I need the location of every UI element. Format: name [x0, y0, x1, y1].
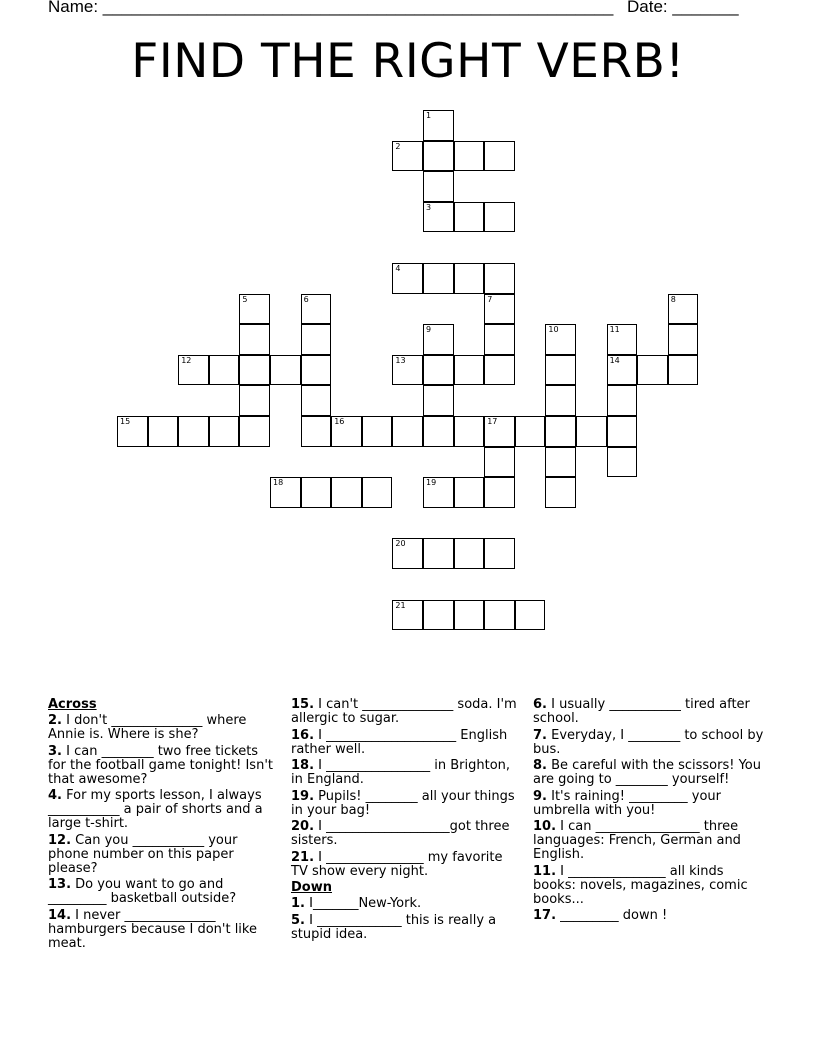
clue-number: 19. — [291, 788, 315, 804]
clue-text: _________ down ! — [556, 908, 668, 923]
grid-cell[interactable] — [668, 355, 699, 386]
cell-number: 8 — [670, 294, 676, 304]
clue-text: I ____________________ English rather well. — [291, 727, 508, 757]
across-clue-list-cont — [291, 698, 521, 879]
grid-cell[interactable] — [545, 355, 576, 386]
clue-number: 8. — [533, 758, 547, 773]
cell-number: 20 — [395, 539, 406, 549]
grid-cell[interactable] — [239, 324, 270, 355]
grid-cell[interactable] — [454, 416, 485, 447]
clue-item — [291, 698, 521, 726]
grid-cell[interactable] — [392, 141, 423, 172]
date-field: Date: _______ — [627, 0, 739, 16]
grid-cell[interactable] — [423, 171, 454, 202]
clue-item — [48, 789, 280, 831]
grid-cell[interactable] — [270, 477, 301, 508]
grid-cell[interactable] — [423, 538, 454, 569]
grid-cell[interactable] — [484, 538, 515, 569]
grid-cell[interactable] — [331, 477, 362, 508]
grid-cell[interactable] — [392, 416, 423, 447]
cell-number: 16 — [334, 417, 345, 426]
clue-number: 21. — [291, 849, 315, 865]
clue-text: I can ________ two free tickets for the football game tonight! Isn't that awesome? — [48, 743, 273, 787]
clue-number: 14. — [48, 907, 72, 923]
clue-text: I _______________ my favorite TV show every night. — [291, 849, 503, 879]
grid-cell[interactable] — [423, 202, 454, 233]
clue-item — [48, 714, 280, 742]
clue-item — [533, 790, 768, 818]
grid-cell[interactable] — [454, 263, 485, 294]
grid-cell[interactable] — [392, 600, 423, 631]
cell-number: 2 — [395, 141, 401, 151]
clue-item — [533, 909, 768, 923]
grid-cell[interactable] — [484, 447, 515, 478]
grid-cell[interactable] — [178, 416, 209, 447]
cell-number: 13 — [395, 355, 406, 365]
cell-number: 1 — [426, 111, 432, 120]
across-heading: Across — [48, 697, 97, 712]
clue-number: 6. — [533, 697, 547, 712]
clue-item — [291, 897, 521, 911]
cell-number: 3 — [426, 202, 432, 212]
grid-cell[interactable] — [454, 600, 485, 631]
cell-number: 21 — [395, 600, 406, 610]
grid-cell[interactable] — [484, 355, 515, 386]
grid-cell[interactable] — [607, 324, 638, 355]
cell-number: 15 — [120, 417, 131, 426]
clue-number: 13. — [48, 877, 72, 892]
clue-text: I can ________________ three languages: French, German and English. — [533, 819, 741, 862]
clues-column-2 — [291, 698, 521, 944]
clue-item — [291, 914, 521, 942]
grid-cell[interactable] — [637, 355, 668, 386]
cell-number: 12 — [181, 355, 192, 365]
clue-item — [291, 759, 521, 787]
clue-number: 9. — [533, 788, 547, 804]
clue-text: Pupils! ________ all your things in your bag! — [291, 788, 515, 818]
grid-cell[interactable] — [362, 416, 393, 447]
cell-number: 14 — [609, 355, 620, 365]
clue-item — [291, 729, 521, 757]
grid-cell[interactable] — [239, 294, 270, 325]
grid-cell[interactable] — [576, 416, 607, 447]
clue-number: 12. — [48, 832, 72, 848]
clue-item — [291, 820, 521, 848]
grid-cell[interactable] — [209, 416, 240, 447]
grid-cell[interactable] — [545, 385, 576, 416]
grid-cell[interactable] — [392, 263, 423, 294]
grid-cell[interactable] — [545, 477, 576, 508]
grid-cell[interactable] — [423, 355, 454, 386]
grid-cell[interactable] — [668, 324, 699, 355]
grid-cell[interactable] — [148, 416, 179, 447]
grid-cell[interactable] — [454, 202, 485, 233]
clue-text: For my sports lesson, I always ___________ a pair of shorts and a large t-shirt. — [48, 788, 263, 831]
grid-cell[interactable] — [484, 294, 515, 325]
grid-cell[interactable] — [117, 416, 148, 447]
name-field: Name: ______________________________________________________ — [48, 0, 614, 16]
grid-cell[interactable] — [423, 600, 454, 631]
grid-cell[interactable] — [392, 538, 423, 569]
grid-cell[interactable] — [270, 355, 301, 386]
clue-text: I don't ______________ where Annie is. Where is she? — [48, 713, 247, 742]
grid-cell[interactable] — [454, 141, 485, 172]
clue-text: It's raining! _________ your umbrella with you! — [533, 788, 721, 818]
clue-item — [291, 790, 521, 818]
cell-number: 7 — [487, 294, 493, 304]
grid-cell[interactable] — [515, 416, 546, 447]
grid-cell[interactable] — [484, 416, 515, 447]
clue-text: I can't ______________ soda. I'm allergic to sugar. — [291, 697, 517, 726]
clue-number: 2. — [48, 713, 62, 728]
clue-number: 10. — [533, 819, 557, 834]
clue-text: I usually ___________ tired after school. — [533, 697, 750, 726]
clue-number: 5. — [291, 912, 305, 928]
clue-item — [533, 865, 768, 907]
cell-number: 17 — [487, 417, 498, 426]
grid-cell[interactable] — [423, 263, 454, 294]
cell-number: 11 — [609, 325, 620, 335]
grid-cell[interactable] — [515, 600, 546, 631]
grid-cell[interactable] — [545, 416, 576, 447]
grid-cell[interactable] — [301, 477, 332, 508]
clue-number: 7. — [533, 727, 547, 743]
grid-cell[interactable] — [209, 355, 240, 386]
grid-cell[interactable] — [454, 538, 485, 569]
grid-cell[interactable] — [239, 355, 270, 386]
across-clue-list — [48, 714, 280, 951]
clue-text: I never ______________ hamburgers because I don't like meat. — [48, 907, 257, 951]
clue-item — [48, 878, 280, 906]
clue-text: Everyday, I ________ to school by bus. — [533, 727, 764, 757]
grid-cell[interactable] — [454, 355, 485, 386]
grid-cell[interactable] — [331, 416, 362, 447]
clue-number: 16. — [291, 727, 315, 743]
grid-cell[interactable] — [484, 263, 515, 294]
cell-number: 5 — [242, 294, 248, 304]
grid-cell[interactable] — [301, 355, 332, 386]
clue-item — [48, 909, 280, 951]
grid-cell[interactable] — [545, 324, 576, 355]
grid-cell[interactable] — [423, 141, 454, 172]
clue-number: 17. — [533, 908, 557, 923]
down-clue-list-cont — [533, 698, 768, 923]
clue-number: 18. — [291, 758, 315, 773]
clue-item — [48, 745, 280, 787]
clue-number: 20. — [291, 819, 315, 834]
clue-text: Can you ___________ your phone number on this paper please? — [48, 832, 238, 876]
grid-cell[interactable] — [301, 324, 332, 355]
clue-text: I ___________________got three sisters. — [291, 819, 510, 848]
clue-number: 1. — [291, 896, 305, 911]
clue-item — [533, 729, 768, 757]
clue-number: 3. — [48, 743, 62, 759]
clue-number: 11. — [533, 863, 557, 879]
grid-cell[interactable] — [423, 110, 454, 141]
grid-cell[interactable] — [301, 416, 332, 447]
grid-cell[interactable] — [607, 355, 638, 386]
page-title: FIND THE RIGHT VERB! — [131, 34, 685, 89]
grid-cell[interactable] — [607, 416, 638, 447]
grid-cell[interactable] — [423, 324, 454, 355]
grid-cell[interactable] — [484, 600, 515, 631]
down-heading: Down — [291, 880, 332, 895]
grid-cell[interactable] — [484, 324, 515, 355]
grid-cell[interactable] — [454, 477, 485, 508]
grid-cell[interactable] — [239, 385, 270, 416]
grid-cell[interactable] — [392, 355, 423, 386]
clue-item — [48, 834, 280, 876]
grid-cell[interactable] — [423, 477, 454, 508]
grid-cell[interactable] — [668, 294, 699, 325]
clues-column-1 — [48, 698, 280, 953]
grid-cell[interactable] — [484, 141, 515, 172]
cell-number: 10 — [548, 325, 559, 335]
grid-cell[interactable] — [178, 355, 209, 386]
cell-number: 9 — [426, 325, 432, 335]
grid-cell[interactable] — [423, 385, 454, 416]
down-clue-list — [291, 897, 521, 942]
clue-text: Be careful with the scissors! You are going to ________ yourself! — [533, 758, 761, 787]
grid-cell[interactable] — [423, 416, 454, 447]
clue-text: I ________________ in Brighton, in England. — [291, 758, 511, 787]
grid-cell[interactable] — [301, 385, 332, 416]
clue-text: Do you want to go and _________ basketball outside? — [48, 877, 237, 906]
grid-cell[interactable] — [545, 447, 576, 478]
grid-cell[interactable] — [362, 477, 393, 508]
clue-item — [291, 851, 521, 879]
cell-number: 4 — [395, 264, 401, 273]
clue-item — [533, 820, 768, 862]
cell-number: 19 — [426, 478, 437, 488]
cell-number: 18 — [273, 478, 284, 488]
clue-item — [533, 698, 768, 726]
grid-cell[interactable] — [607, 447, 638, 478]
grid-cell[interactable] — [301, 294, 332, 325]
clue-text: I_______New-York. — [304, 896, 422, 911]
clue-text: I _______________ all kinds books: novels, magazines, comic books... — [533, 863, 748, 907]
clue-number: 15. — [291, 697, 315, 712]
grid-cell[interactable] — [484, 202, 515, 233]
grid-cell[interactable] — [484, 477, 515, 508]
clue-text: I _____________ this is really a stupid idea. — [291, 912, 497, 942]
clue-item — [533, 759, 768, 787]
clue-number: 4. — [48, 788, 62, 803]
grid-cell[interactable] — [607, 385, 638, 416]
clues-column-3 — [533, 698, 768, 926]
cell-number: 6 — [303, 294, 309, 304]
grid-cell[interactable] — [239, 416, 270, 447]
